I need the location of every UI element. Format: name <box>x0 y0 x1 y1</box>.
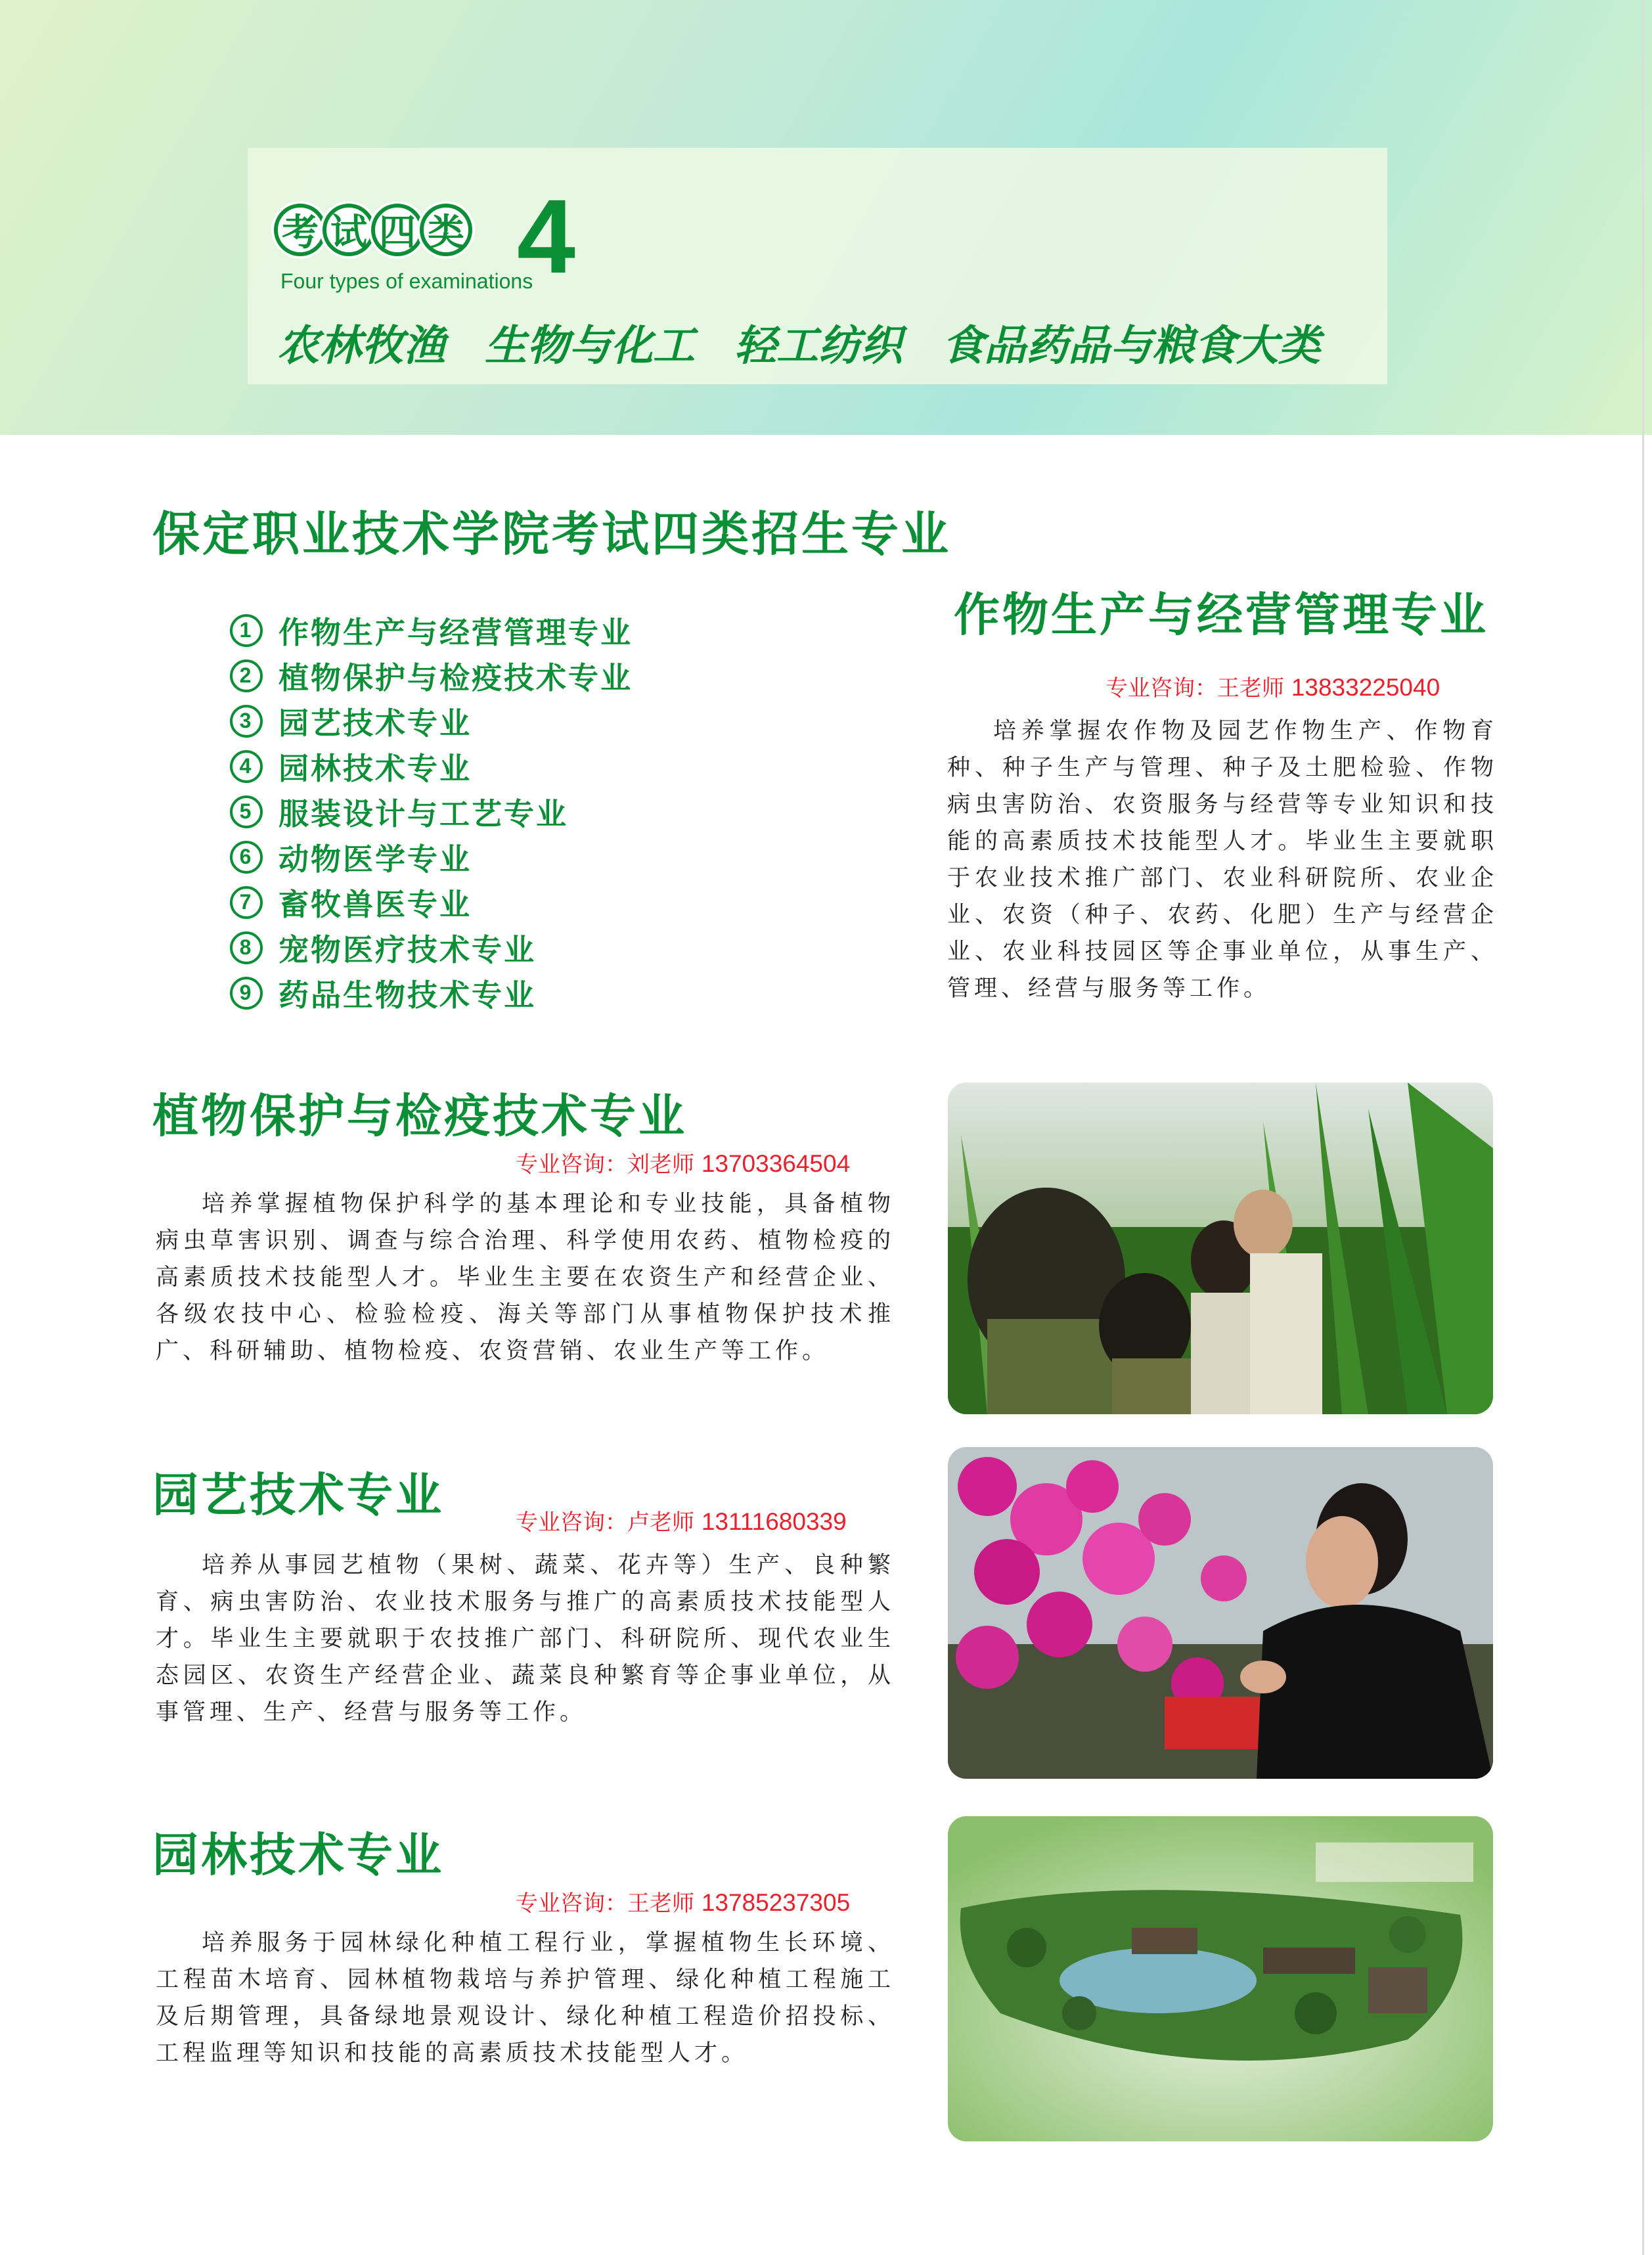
list-item-label: 药品生物技术专业 <box>279 977 536 1013</box>
photo-orchids <box>948 1447 1493 1779</box>
number-badge: 4 <box>230 750 263 783</box>
category-label: 农林牧渔 <box>277 322 445 370</box>
contact-label: 专业咨询：王老师 <box>516 1890 694 1917</box>
number-badge: 7 <box>230 886 263 919</box>
category-label: 轻工纺织 <box>734 322 903 370</box>
list-item-label: 园艺技术专业 <box>279 705 472 741</box>
list-item <box>230 698 633 744</box>
number-badge: 9 <box>230 977 263 1010</box>
contact-phone: 13785237305 <box>701 1889 851 1916</box>
section-body-crop: 培养掌握农作物及园艺作物生产、作物育种、种子生产与管理、种子及土肥检验、作物病虫害防治、农资服务与经营等专业知识和技能的高素质技术技能型人才。毕业生主要就职于农业技术推广部门、农业科研院所、农业企业、农资（种子、农药、化肥）生产与经营企业、农业科技园区等企事业单位，从事生产、管理、经营与服务等工作。 <box>947 718 1498 1002</box>
category-label: 生物与化工 <box>485 322 695 370</box>
list-item <box>230 834 633 880</box>
number-badge: 6 <box>230 841 263 874</box>
number-badge: 8 <box>230 931 263 964</box>
contact-label: 专业咨询：王老师 <box>1105 675 1284 702</box>
page-edge-line <box>1642 0 1644 2255</box>
exam-type-badges <box>274 204 468 256</box>
list-item <box>230 608 633 653</box>
major-list <box>230 608 633 1016</box>
section-title-landscape: 园林技术专业 <box>152 1828 444 1882</box>
badge-char: 类 <box>420 204 472 256</box>
contact-plant-protection <box>516 1146 850 1178</box>
header-panel <box>248 148 1387 384</box>
list-item-label: 动物医学专业 <box>279 841 472 877</box>
section-body-plant-protection: 培养掌握植物保护科学的基本理论和专业技能，具备植物病虫草害识别、调查与综合治理、科学使用农药、植物检疫的高素质技术技能型人才。毕业生主要在农资生产和经营企业、各级农技中心、检验检疫、海关等部门从事植物保护技术推广、科研辅助、植物检疫、农资营销、农业生产等工作。 <box>156 1191 895 1364</box>
list-item <box>230 925 633 970</box>
contact-phone: 13833225040 <box>1291 674 1440 701</box>
contact-phone: 13111680339 <box>701 1508 847 1535</box>
contact-crop <box>1105 670 1440 702</box>
list-item <box>230 789 633 834</box>
list-item-label: 植物保护与检疫技术专业 <box>279 659 633 696</box>
contact-phone: 13703364504 <box>701 1150 851 1177</box>
section-body-horticulture: 培养从事园艺植物（果树、蔬菜、花卉等）生产、良种繁育、病虫害防治、农业技术服务与推广的高素质技术技能型人才。毕业生主要就职于农技推广部门、科研院所、现代农业生态园区、农资生产经营企业、蔬菜良种繁育等企事业单位，从事管理、生产、经营与服务等工作。 <box>156 1552 895 1726</box>
contact-horticulture <box>516 1504 847 1536</box>
number-badge: 1 <box>230 614 263 647</box>
badge-char: 四 <box>371 204 424 256</box>
page-title: 保定职业技术学院考试四类招生专业 <box>152 506 952 562</box>
badge-char: 试 <box>323 204 375 256</box>
category-label: 食品药品与粮食大类 <box>942 322 1320 370</box>
section-title-plant-protection: 植物保护与检疫技术专业 <box>152 1089 687 1143</box>
category-row <box>277 312 1381 372</box>
photo-cornfield <box>948 1083 1493 1414</box>
badge-char: 考 <box>274 204 326 256</box>
list-item-label: 服装设计与工艺专业 <box>279 795 568 832</box>
list-item <box>230 880 633 925</box>
section-body-landscape: 培养服务于园林绿化种植工程行业，掌握植物生长环境、工程苗木培育、园林植物栽培与养护管理、绿化种植工程施工及后期管理，具备绿地景观设计、绿化种植工程造价招投标、工程监理等知识和技能的高素质技术技能型人才。 <box>156 1930 895 2066</box>
section-title-crop: 作物生产与经营管理专业 <box>954 588 1488 642</box>
english-subtitle: Four types of examinations <box>280 269 533 293</box>
contact-landscape <box>516 1885 850 1917</box>
list-item-label: 作物生产与经营管理专业 <box>279 614 633 650</box>
list-item-label: 园林技术专业 <box>279 750 472 786</box>
list-item <box>230 970 633 1016</box>
list-item <box>230 653 633 698</box>
contact-label: 专业咨询：刘老师 <box>516 1151 694 1178</box>
number-badge: 2 <box>230 659 263 692</box>
number-badge: 5 <box>230 795 263 828</box>
photo-landscape <box>948 1816 1493 2141</box>
section-title-horticulture: 园艺技术专业 <box>152 1468 444 1522</box>
list-item-label: 畜牧兽医专业 <box>279 886 472 922</box>
number-badge: 3 <box>230 705 263 738</box>
contact-label: 专业咨询：卢老师 <box>516 1509 694 1536</box>
big-number: 4 <box>517 177 575 295</box>
list-item <box>230 744 633 789</box>
list-item-label: 宠物医疗技术专业 <box>279 931 536 968</box>
